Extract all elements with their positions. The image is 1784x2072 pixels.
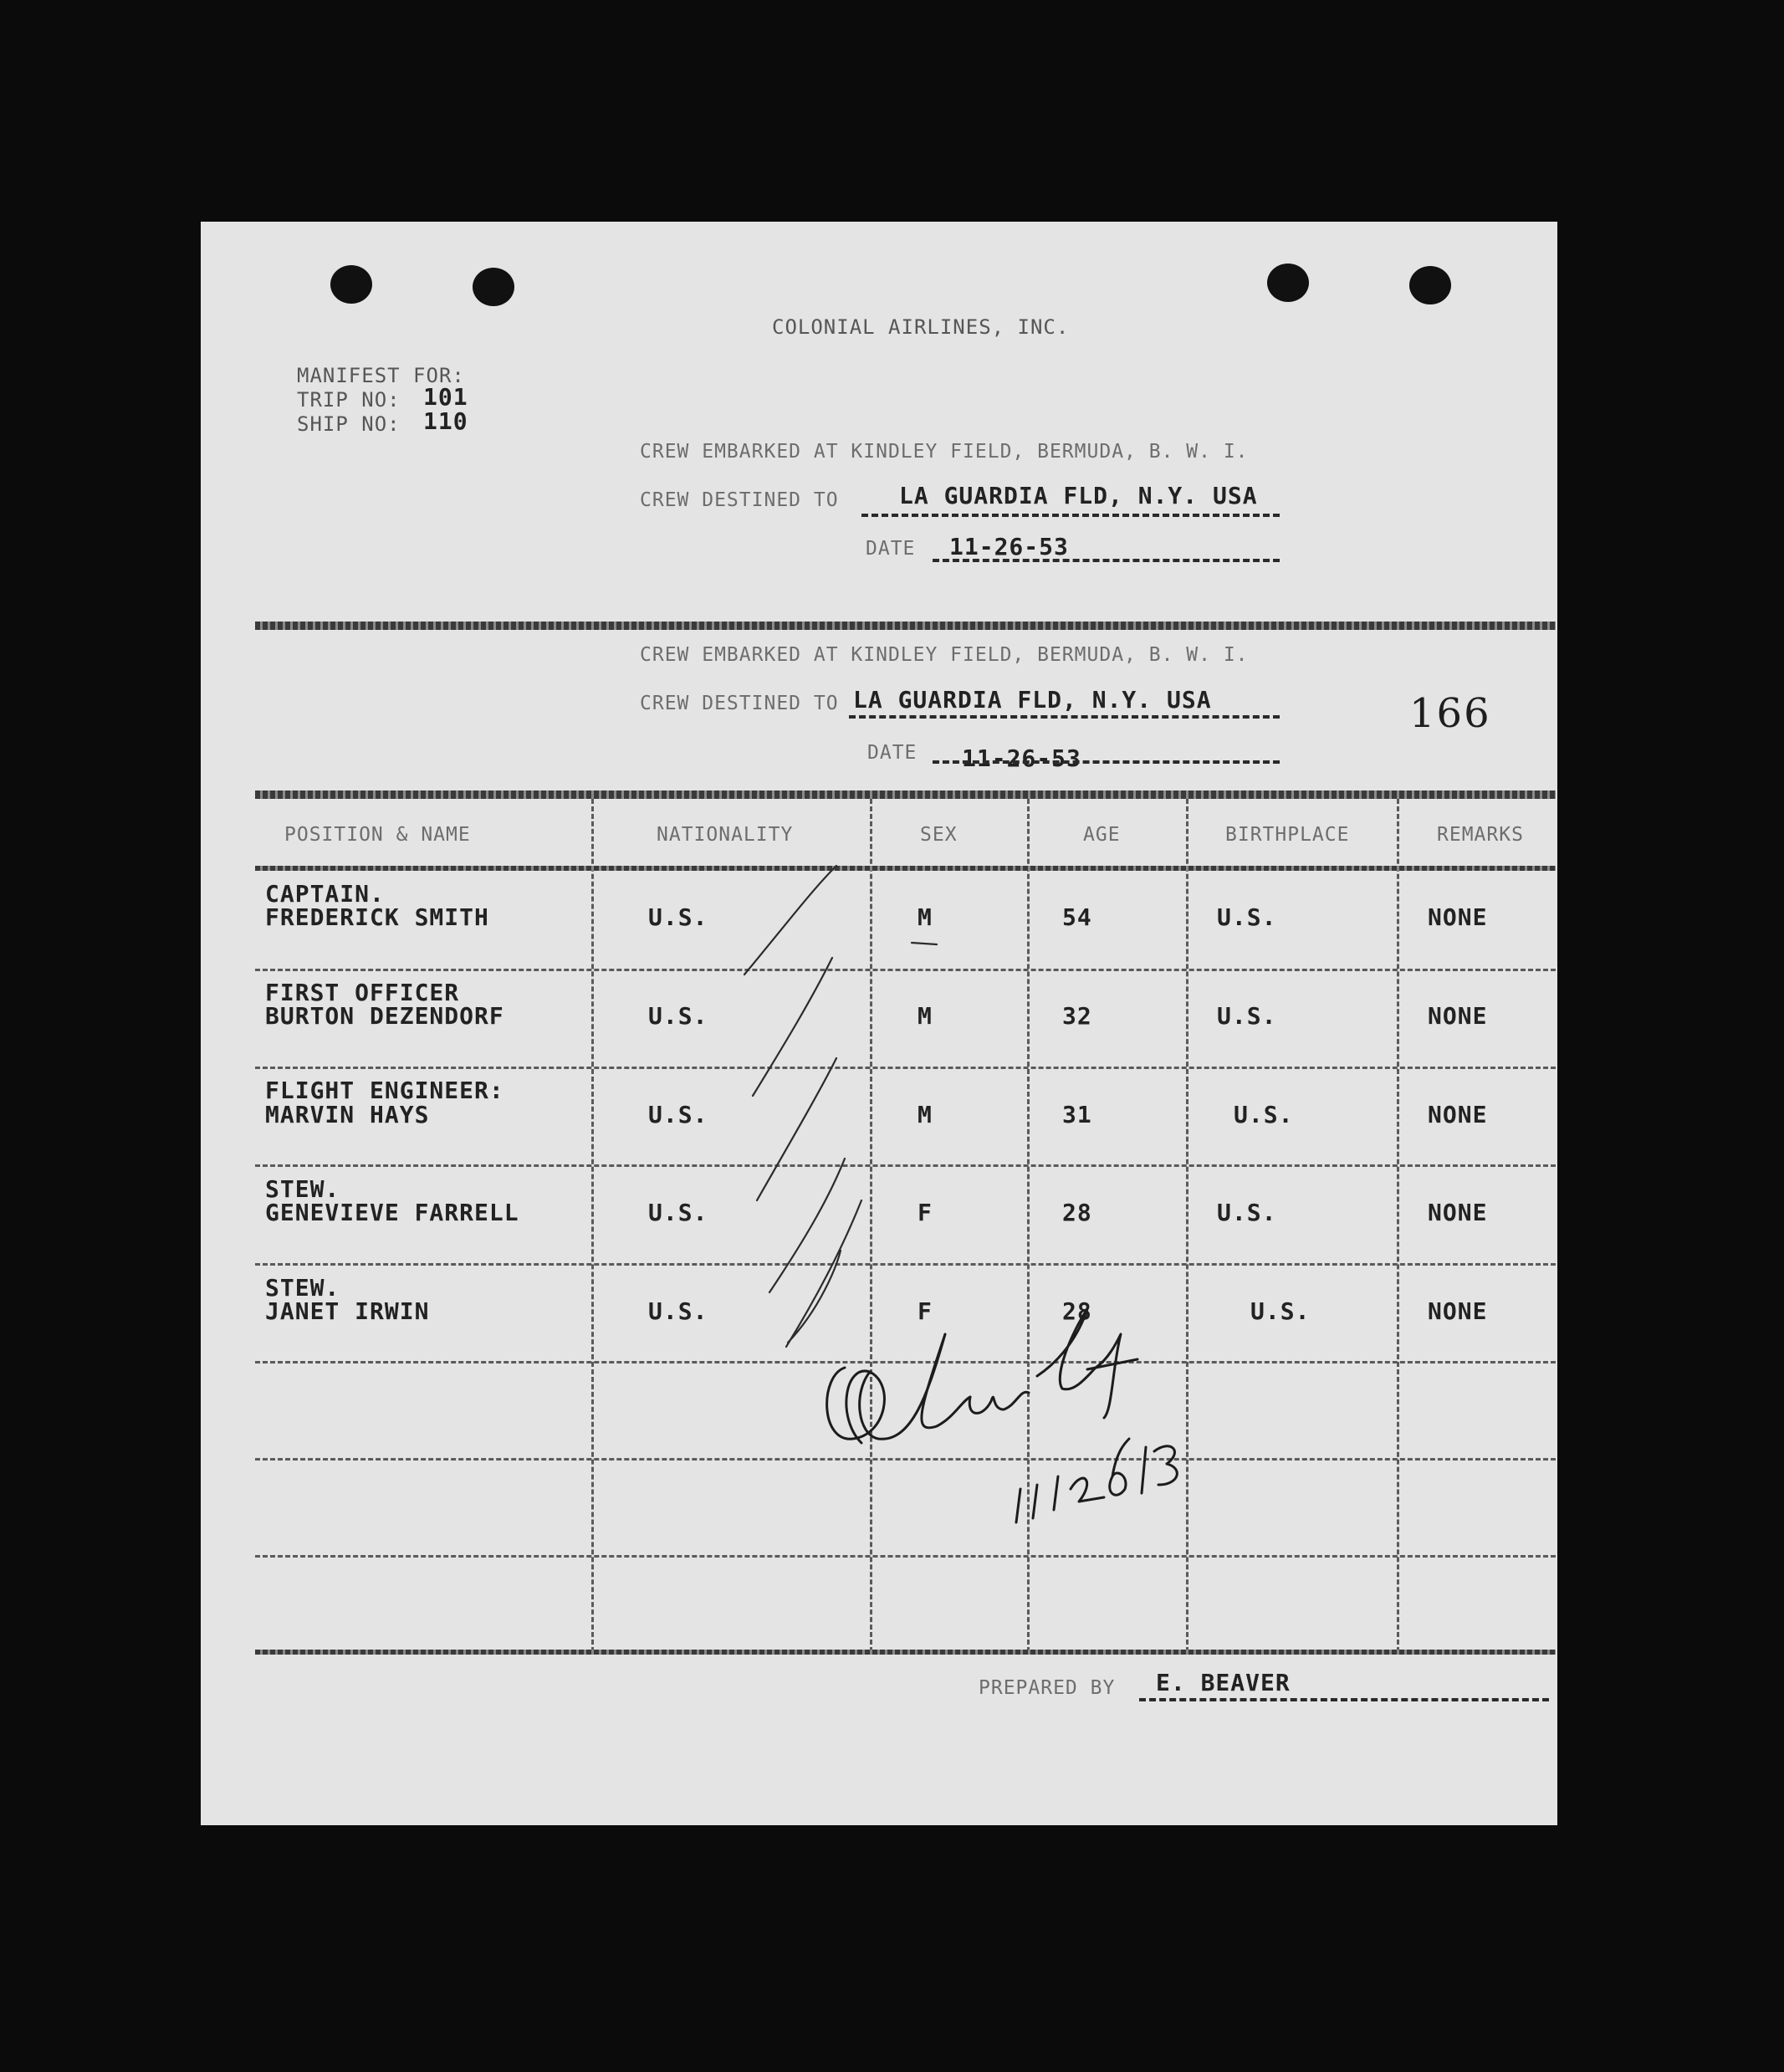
- prepared-label: PREPARED BY: [979, 1677, 1116, 1699]
- date-value: 11-26-53: [949, 533, 1069, 560]
- destined-value: LA GUARDIA FLD, N.Y. USA: [853, 686, 1212, 714]
- prepared-name: E. BEAVER: [1156, 1669, 1291, 1696]
- cell-nationality: U.S.: [648, 1101, 708, 1128]
- header-remarks: REMARKS: [1437, 824, 1524, 846]
- destined-label: CREW DESTINED TO: [640, 693, 839, 714]
- cell-position: STEW.: [265, 1175, 340, 1203]
- cell-age: 28: [1062, 1199, 1092, 1226]
- handwritten-marks: [201, 222, 1557, 1825]
- date-label: DATE: [866, 538, 916, 560]
- cell-birthplace: U.S.: [1234, 1101, 1294, 1128]
- destined-value: LA GUARDIA FLD, N.Y. USA: [899, 482, 1258, 509]
- cell-birthplace: U.S.: [1217, 1002, 1277, 1030]
- cell-name: BURTON DEZENDORF: [265, 1002, 504, 1030]
- cell-name: JANET IRWIN: [265, 1297, 430, 1325]
- cell-position: STEW.: [265, 1274, 340, 1302]
- cell-age: 31: [1062, 1101, 1092, 1128]
- header-age: AGE: [1083, 824, 1121, 846]
- embarked-line: CREW EMBARKED AT KINDLEY FIELD, BERMUDA, B. W. I.: [640, 644, 1249, 666]
- cell-nationality: U.S.: [648, 1002, 708, 1030]
- cell-sex: M: [918, 903, 933, 931]
- cell-age: 28: [1062, 1297, 1092, 1325]
- cell-name: GENEVIEVE FARRELL: [265, 1199, 519, 1226]
- date-label: DATE: [867, 742, 918, 764]
- destined-label: CREW DESTINED TO: [640, 489, 839, 511]
- cell-birthplace: U.S.: [1217, 1199, 1277, 1226]
- ship-label: SHIP NO:: [297, 412, 401, 436]
- cell-position: FIRST OFFICER: [265, 979, 460, 1006]
- header-nationality: NATIONALITY: [657, 824, 794, 846]
- ship-number: 110: [423, 407, 468, 435]
- cell-name: FREDERICK SMITH: [265, 903, 489, 931]
- header-birthplace: BIRTHPLACE: [1225, 824, 1350, 846]
- header-sex: SEX: [920, 824, 958, 846]
- cell-name: MARVIN HAYS: [265, 1101, 430, 1128]
- trip-number: 101: [423, 383, 468, 411]
- cell-remarks: NONE: [1428, 903, 1488, 931]
- cell-sex: M: [918, 1101, 933, 1128]
- cell-age: 32: [1062, 1002, 1092, 1030]
- trip-label: TRIP NO:: [297, 388, 401, 412]
- cell-remarks: NONE: [1428, 1002, 1488, 1030]
- cell-birthplace: U.S.: [1250, 1297, 1311, 1325]
- cell-sex: F: [918, 1297, 933, 1325]
- cell-age: 54: [1062, 903, 1092, 931]
- cell-birthplace: U.S.: [1217, 903, 1277, 931]
- header-position-name: POSITION & NAME: [284, 824, 471, 846]
- cell-position: FLIGHT ENGINEER:: [265, 1077, 504, 1104]
- cell-sex: F: [918, 1199, 933, 1226]
- embarked-line: CREW EMBARKED AT KINDLEY FIELD, BERMUDA, B. W. I.: [640, 441, 1249, 463]
- manifest-sheet: [201, 222, 1557, 1825]
- cell-remarks: NONE: [1428, 1297, 1488, 1325]
- company-name: COLONIAL AIRLINES, INC.: [772, 315, 1070, 339]
- page-number: 166: [1409, 690, 1491, 737]
- cell-nationality: U.S.: [648, 903, 708, 931]
- cell-remarks: NONE: [1428, 1101, 1488, 1128]
- manifest-label: MANIFEST FOR:: [297, 364, 465, 387]
- cell-remarks: NONE: [1428, 1199, 1488, 1226]
- cell-sex: M: [918, 1002, 933, 1030]
- date-value: 11-26-53: [962, 744, 1081, 772]
- cell-nationality: U.S.: [648, 1297, 708, 1325]
- cell-position: CAPTAIN.: [265, 880, 385, 908]
- cell-nationality: U.S.: [648, 1199, 708, 1226]
